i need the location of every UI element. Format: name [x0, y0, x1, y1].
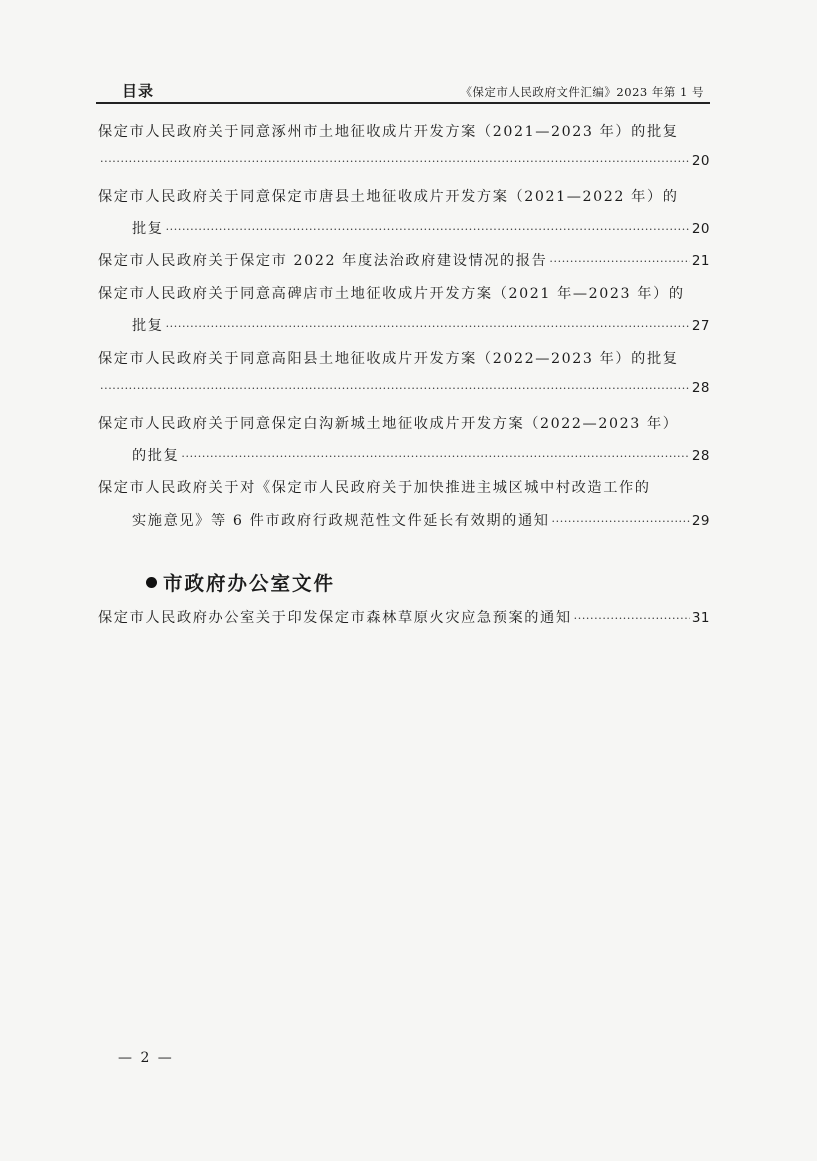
toc-entry-continuation[interactable]	[132, 445, 710, 465]
running-header	[96, 78, 710, 102]
header-rule	[96, 102, 710, 104]
toc-entry-title-cont: 批复	[132, 318, 164, 334]
toc-entry-title: 保定市人民政府办公室关于印发保定市森林草原火灾应急预案的通知	[98, 610, 572, 626]
toc-page-number: 20	[691, 153, 710, 169]
toc-entry-title-cont: 批复	[132, 221, 164, 237]
page-number-footer: — 2 —	[118, 1050, 174, 1066]
toc-entry-title-cont: 实施意见》等 6 件市政府行政规范性文件延长有效期的通知	[132, 513, 550, 529]
toc-page-number: 28	[691, 380, 710, 396]
section-heading	[146, 568, 335, 596]
toc-page-number: 29	[691, 513, 710, 529]
header-publication-title: 《保定市人民政府文件汇编》2023 年第 1 号	[460, 85, 704, 99]
toc-page-number: 31	[691, 610, 710, 626]
toc-entry-title[interactable]: 保定市人民政府关于同意保定白沟新城土地征收成片开发方案（2022—2023 年）	[98, 416, 679, 432]
toc-page-number: 20	[691, 221, 710, 237]
leader-dots	[100, 155, 690, 168]
toc-entry-continuation[interactable]	[132, 218, 710, 238]
toc-page-number: 27	[691, 318, 710, 334]
toc-entry-continuation[interactable]	[132, 315, 710, 335]
leader-dots	[166, 223, 690, 236]
toc-entry[interactable]	[98, 250, 710, 270]
toc-entry-title: 保定市人民政府关于保定市 2022 年度法治政府建设情况的报告	[98, 253, 548, 269]
leader-dots	[549, 255, 689, 268]
header-section-label: 目录	[122, 82, 155, 100]
leader-dots	[574, 612, 690, 625]
bullet-icon	[146, 577, 157, 588]
toc-entry-title[interactable]: 保定市人民政府关于同意保定市唐县土地征收成片开发方案（2021—2022 年）的	[98, 189, 679, 205]
leader-dots	[100, 382, 690, 395]
leader-dots	[166, 320, 690, 333]
toc-page-number: 21	[691, 253, 710, 269]
toc-entry-title[interactable]: 保定市人民政府关于同意高碑店市土地征收成片开发方案（2021 年—2023 年）的	[98, 286, 685, 302]
toc-page-number: 28	[691, 448, 710, 464]
toc-entry-title-cont: 的批复	[132, 448, 180, 464]
toc-entry-leader[interactable]	[98, 380, 710, 396]
toc-entry-title[interactable]: 保定市人民政府关于对《保定市人民政府关于加快推进主城区城中村改造工作的	[98, 480, 651, 496]
leader-dots	[181, 450, 689, 463]
toc-entry[interactable]	[98, 607, 710, 627]
toc-entry-continuation[interactable]	[132, 510, 710, 530]
toc-entry-title[interactable]: 保定市人民政府关于同意高阳县土地征收成片开发方案（2022—2023 年）的批复	[98, 351, 679, 367]
leader-dots	[552, 515, 690, 528]
section-title: 市政府办公室文件	[163, 572, 336, 595]
toc-entry-title[interactable]: 保定市人民政府关于同意涿州市土地征收成片开发方案（2021—2023 年）的批复	[98, 124, 679, 140]
toc-entry-leader[interactable]	[98, 153, 710, 169]
